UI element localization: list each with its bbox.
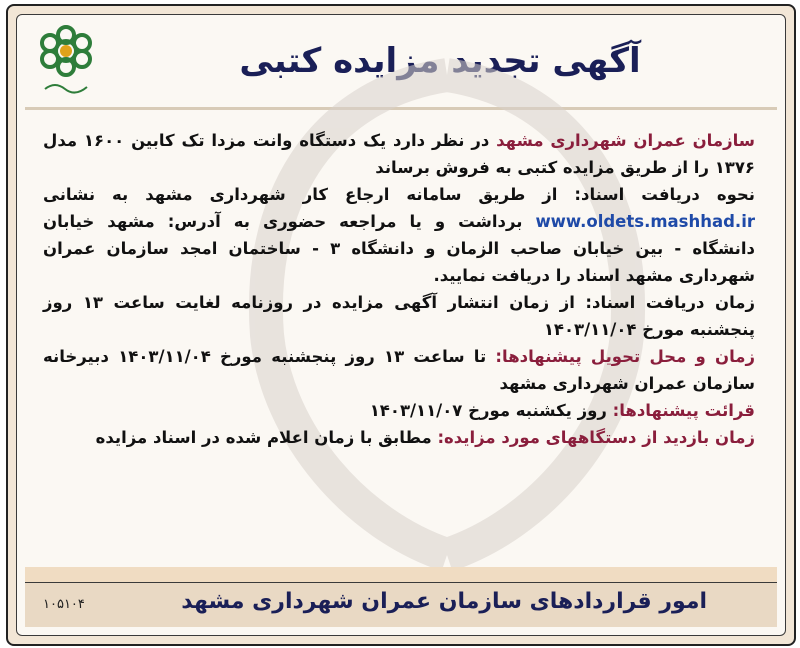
opening-label: قرائت پیشنهادها: <box>612 401 755 420</box>
documents-url-link[interactable]: www.oldets.mashhad.ir <box>535 212 755 231</box>
delivery-label: زمان و محل تحویل پیشنهادها: <box>495 347 755 366</box>
opening-paragraph <box>43 397 755 424</box>
header <box>107 21 773 101</box>
documents-rest: برداشت و یا مراجعه حضوری به آدرس: مشهد خیابان دانشگاه - بین خیابان صاحب الزمان و دانشگاه ۳ - ساختمان امجد سازمان عمران شهرداری مشهد اسناد را دریافت نمایید. <box>43 212 755 285</box>
documents-lead: نحوه دریافت اسناد: از طریق سامانه ارجاع کار شهرداری مشهد به نشانی <box>43 185 755 204</box>
visit-paragraph <box>43 424 755 451</box>
opening-text: روز یکشنبه مورخ ۱۴۰۳/۱۱/۰۷ <box>369 401 613 420</box>
visit-label: زمان بازدید از دستگاههای مورد مزایده: <box>437 428 755 447</box>
delivery-paragraph <box>43 343 755 397</box>
ad-code: ۱۰۵۱۰۴ <box>43 597 85 612</box>
notice-panel <box>16 14 786 636</box>
organization-name: سازمان عمران شهرداری مشهد <box>496 131 756 150</box>
receive-time-paragraph: زمان دریافت اسناد: از زمان انتشار آگهی مزایده در روزنامه لغایت ساعت ۱۳ روز پنجشنبه مورخ ۱۴۰۳/۱۱/۰۴ <box>43 293 756 339</box>
notice-frame <box>6 4 796 646</box>
footer-title: امور قراردادهای سازمان عمران شهرداری مشهد <box>181 589 707 614</box>
intro-paragraph <box>43 127 755 181</box>
intro-text: در نظر دارد یک دستگاه وانت مزدا تک کابین ۱۶۰۰ مدل ۱۳۷۶ را از طریق مزایده کتبی به فروش برساند <box>43 131 755 177</box>
page-title: آگهی تجدید مزایده کتبی <box>239 41 641 81</box>
delivery-text: تا ساعت ۱۳ روز پنجشنبه مورخ ۱۴۰۳/۱۱/۰۴ دبیرخانه سازمان عمران شهرداری مشهد <box>43 347 755 393</box>
mashhad-municipality-logo <box>31 23 101 103</box>
documents-paragraph <box>43 181 755 289</box>
visit-text: مطابق با زمان اعلام شده در اسناد مزایده <box>95 428 438 447</box>
footer-band <box>25 567 777 583</box>
divider <box>25 107 777 110</box>
footer <box>25 582 777 627</box>
notice-body <box>43 127 755 451</box>
